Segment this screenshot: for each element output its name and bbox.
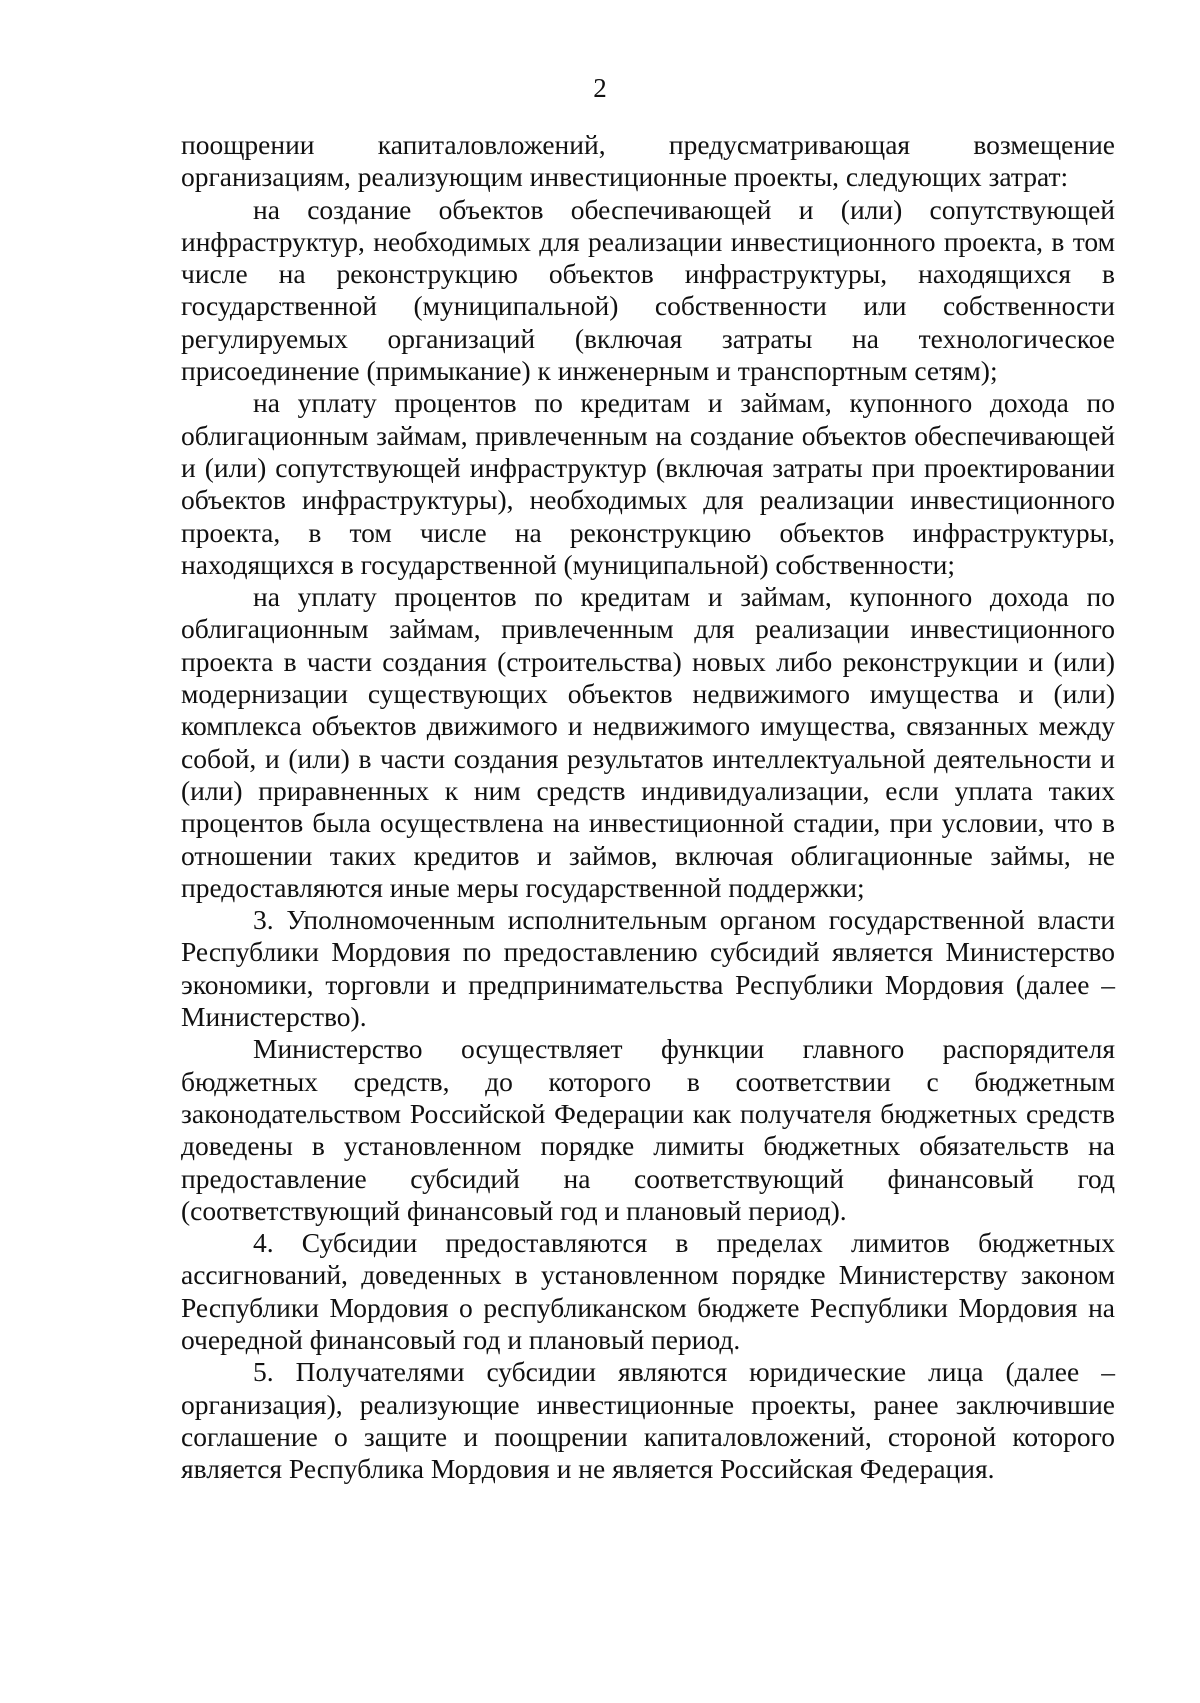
paragraph-interest-infrastructure: на уплату процентов по кредитам и займам, купонного дохода по облигационным займам, привлеченным на создание объектов обеспечивающей и (или) сопутствующей инфраструктур (включая затраты при проектировании объектов инфраструктуры), необходимых для реализации инвестиционного проекта, в том числе на реконструкцию объектов инфраструктуры, находящихся в государственной (муниципальной) собственности; <box>181 387 1115 580</box>
document-body <box>181 129 1115 1485</box>
paragraph-clause-3: 3. Уполномоченным исполнительным органом государственной власти Республики Мордовия по предоставлению субсидий является Министерство экономики, торговли и предпринимательства Республики Мордовия (далее – Министерство). <box>181 904 1115 1033</box>
paragraph-clause-4: 4. Субсидии предоставляются в пределах лимитов бюджетных ассигнований, доведенных в установленном порядке Министерству законом Республики Мордовия о республиканском бюджете Республики Мордовия на очередной финансовый год и плановый период. <box>181 1227 1115 1355</box>
paragraph-infrastructure-costs: на создание объектов обеспечивающей и (или) сопутствующей инфраструктур, необходимых для реализации инвестиционного проекта, в том числе на реконструкцию объектов инфраструктуры, находящихся в государственной (муниципальной) собственности или собственности регулируемых организаций (включая затраты на технологическое присоединение (примыкание) к инженерным и транспортным сетям); <box>181 193 1115 387</box>
paragraph-ministry-functions: Министерство осуществляет функции главного распорядителя бюджетных средств, до которого в соответствии с бюджетным законодательством Российской Федерации как получателя бюджетных средств доведены в установленном порядке лимиты бюджетных обязательств на предоставление субсидий на соответствующий финансовый год (соответствующий финансовый год и плановый период). <box>181 1033 1115 1226</box>
paragraph-continuation: поощрении капиталовложений, предусматривающая возмещение организациям, реализующим инвестиционные проекты, следующих затрат: <box>181 129 1115 193</box>
paragraph-interest-investment-project: на уплату процентов по кредитам и займам, купонного дохода по облигационным займам, привлеченным для реализации инвестиционного проекта в части создания (строительства) новых либо реконструкции и (или) модернизации существующих объектов недвижимого имущества и (или) комплекса объектов движимого и недвижимого имущества, связанных между собой, и (или) в части создания результатов интеллектуальной деятельности и (или) приравненных к ним средств индивидуализации, если уплата таких процентов была осуществлена на инвестиционной стадии, при условии, что в отношении таких кредитов и займов, включая облигационные займы, не предоставляются иные меры государственной поддержки; <box>181 581 1115 903</box>
paragraph-clause-5: 5. Получателями субсидии являются юридические лица (далее – организация), реализующие инвестиционные проекты, ранее заключившие соглашение о защите и поощрении капиталовложений, стороной которого является Республика Мордовия и не является Российская Федерация. <box>181 1356 1115 1485</box>
page-number: 2 <box>593 73 607 103</box>
